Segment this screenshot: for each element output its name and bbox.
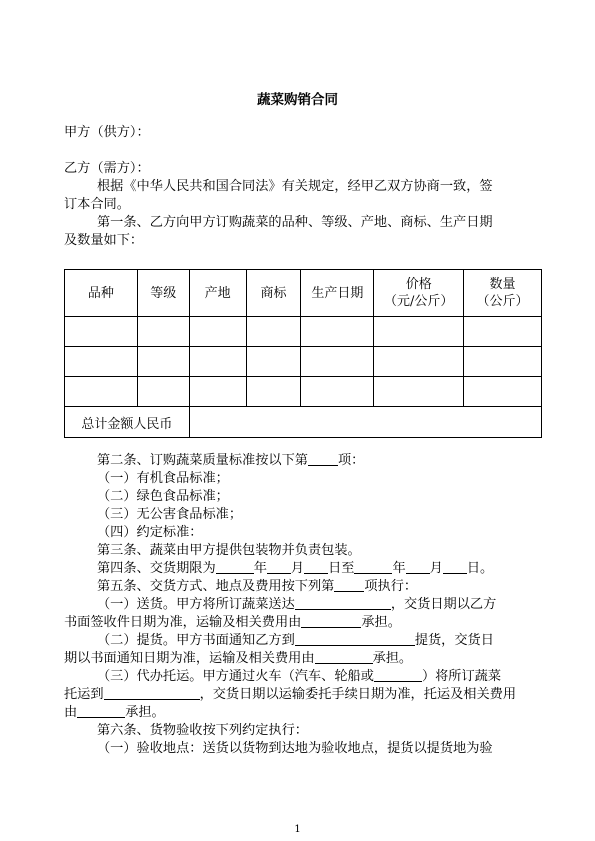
consignment-text-end: ）将所订蔬菜 — [421, 669, 502, 684]
article-4-line — [97, 560, 493, 578]
article-2-item-4: （四）约定标准： — [97, 525, 203, 540]
delivery-text-end: ，交货日期以乙方 — [390, 597, 497, 612]
article-1-line-1: 第一条、乙方向甲方订购蔬菜的品种、等级、产地、商标、生产日期 — [97, 215, 493, 230]
document-title: 蔬菜购销合同 — [257, 92, 338, 108]
table-cell[interactable] — [246, 347, 301, 377]
table-cell[interactable] — [464, 347, 542, 377]
header-price-unit: （元/公斤） — [384, 294, 454, 309]
blank-field[interactable] — [315, 650, 373, 664]
header-quantity — [464, 270, 542, 317]
consignment-cost-text-end: 承担。 — [125, 705, 165, 720]
pickup-cost-text-end: 承担。 — [372, 651, 413, 666]
blank-field[interactable] — [301, 614, 361, 628]
delivery-cost-text-end: 承担。 — [361, 615, 401, 630]
header-price-label: 价格 — [405, 277, 432, 292]
table-cell[interactable] — [189, 347, 246, 377]
party-a-line: 甲方（供方）： — [64, 125, 150, 140]
delivery-cost-text: 书面签收件日期为准，运输及相关费用由 — [64, 615, 302, 630]
party-b-line: 乙方（需方）： — [64, 161, 150, 176]
blank-field[interactable] — [295, 596, 391, 610]
table-cell[interactable] — [65, 317, 138, 347]
article-2-text-end: 项： — [338, 453, 365, 468]
article-5-item-3-line-3 — [64, 704, 165, 722]
blank-field[interactable] — [104, 686, 200, 700]
article-2-text: 第二条、订购蔬菜质量标准按以下第 — [97, 453, 308, 468]
article-1-line-2: 及数量如下： — [64, 233, 144, 248]
article-2-line — [97, 452, 364, 470]
table-cell[interactable] — [301, 347, 374, 377]
article-6-item-1: （一）验收地点：送货以货物到达地为验收地点，提货以提货地为验 — [97, 741, 493, 756]
goods-table — [64, 269, 542, 438]
total-amount-value[interactable] — [189, 407, 541, 438]
article-5-item-1-line-1 — [97, 596, 496, 614]
table-cell[interactable] — [301, 317, 374, 347]
table-cell[interactable] — [374, 347, 464, 377]
blank-field[interactable] — [216, 560, 254, 574]
table-cell[interactable] — [301, 377, 374, 407]
table-cell[interactable] — [137, 377, 189, 407]
header-variety: 品种 — [65, 270, 138, 317]
blank-field[interactable] — [77, 704, 125, 718]
blank-field[interactable] — [304, 560, 328, 574]
table-cell[interactable] — [374, 377, 464, 407]
article-5-item-2-line-1 — [97, 632, 494, 650]
table-cell[interactable] — [189, 377, 246, 407]
year-label: 年 — [253, 561, 267, 576]
table-cell[interactable] — [464, 377, 542, 407]
blank-field[interactable] — [295, 632, 415, 646]
blank-field[interactable] — [443, 560, 467, 574]
delivery-text: （一）送货。甲方将所订蔬菜送达 — [97, 597, 295, 612]
header-quantity-label: 数量 — [489, 277, 516, 292]
pickup-cost-text: 期以书面通知日期为准，运输及相关费用由 — [64, 651, 315, 666]
table-cell[interactable] — [137, 317, 189, 347]
table-total-row — [65, 407, 542, 438]
table-cell[interactable] — [65, 347, 138, 377]
article-5-item-2-line-2 — [64, 650, 412, 668]
table-cell[interactable] — [374, 317, 464, 347]
article-2-item-1: （一）有机食品标准； — [97, 471, 229, 486]
table-cell[interactable] — [246, 317, 301, 347]
article-5-text-end: 项执行： — [364, 579, 418, 594]
table-cell[interactable] — [246, 377, 301, 407]
intro-line-2: 订本合同。 — [64, 197, 130, 212]
header-origin: 产地 — [189, 270, 246, 317]
article-5-item-3-line-1 — [97, 668, 501, 686]
article-6-line: 第六条、货物验收按下列约定执行： — [97, 723, 308, 738]
consignment-text: （三）代办托运。甲方通过火车（汽车、轮船或 — [97, 669, 374, 684]
table-cell[interactable] — [65, 377, 138, 407]
page-number: 1 — [294, 824, 301, 835]
table-cell[interactable] — [189, 317, 246, 347]
day-label: 日。 — [466, 561, 494, 576]
article-3-line: 第三条、蔬菜由甲方提供包装物并负责包装。 — [97, 543, 361, 558]
blank-field[interactable] — [267, 560, 291, 574]
article-4-text: 第四条、交货期限为 — [97, 561, 216, 576]
total-amount-label: 总计金额人民币 — [65, 407, 190, 438]
intro-line-1: 根据《中华人民共和国合同法》有关规定，经甲乙双方协商一致，签 — [97, 179, 493, 194]
pickup-text-end: 提货，交货日 — [414, 633, 494, 648]
header-production-date: 生产日期 — [301, 270, 374, 317]
month-label: 月 — [290, 561, 305, 576]
article-2-item-3: （三）无公害食品标准； — [97, 507, 243, 522]
header-brand: 商标 — [246, 270, 301, 317]
article-5-item-1-line-2 — [64, 614, 401, 632]
blank-field[interactable] — [308, 452, 338, 466]
year-label: 年 — [392, 561, 406, 576]
header-grade: 等级 — [137, 270, 189, 317]
day-to-label: 日至 — [328, 561, 355, 576]
blank-field[interactable] — [334, 578, 364, 592]
header-price — [374, 270, 464, 317]
consignment-cost-text: 由 — [64, 705, 78, 720]
article-5-text: 第五条、交货方式、地点及费用按下列第 — [97, 579, 335, 594]
blank-field[interactable] — [354, 560, 392, 574]
header-quantity-unit: （公斤） — [476, 294, 529, 309]
month-label: 月 — [429, 561, 443, 576]
table-cell[interactable] — [137, 347, 189, 377]
table-row — [65, 347, 542, 377]
consignment-date-text: ，交货日期以运输委托手续日期为准，托运及相关费用 — [199, 687, 517, 702]
article-5-line — [97, 578, 417, 596]
article-5-item-3-line-2 — [64, 686, 516, 704]
table-cell[interactable] — [464, 317, 542, 347]
table-row — [65, 377, 542, 407]
blank-field[interactable] — [374, 668, 422, 682]
table-row — [65, 317, 542, 347]
table-header-row — [65, 270, 542, 317]
pickup-text: （二）提货。甲方书面通知乙方到 — [97, 633, 295, 648]
blank-field[interactable] — [406, 560, 430, 574]
article-2-item-2: （二）绿色食品标准； — [97, 489, 229, 504]
consignment-dest-text: 托运到 — [64, 687, 104, 702]
